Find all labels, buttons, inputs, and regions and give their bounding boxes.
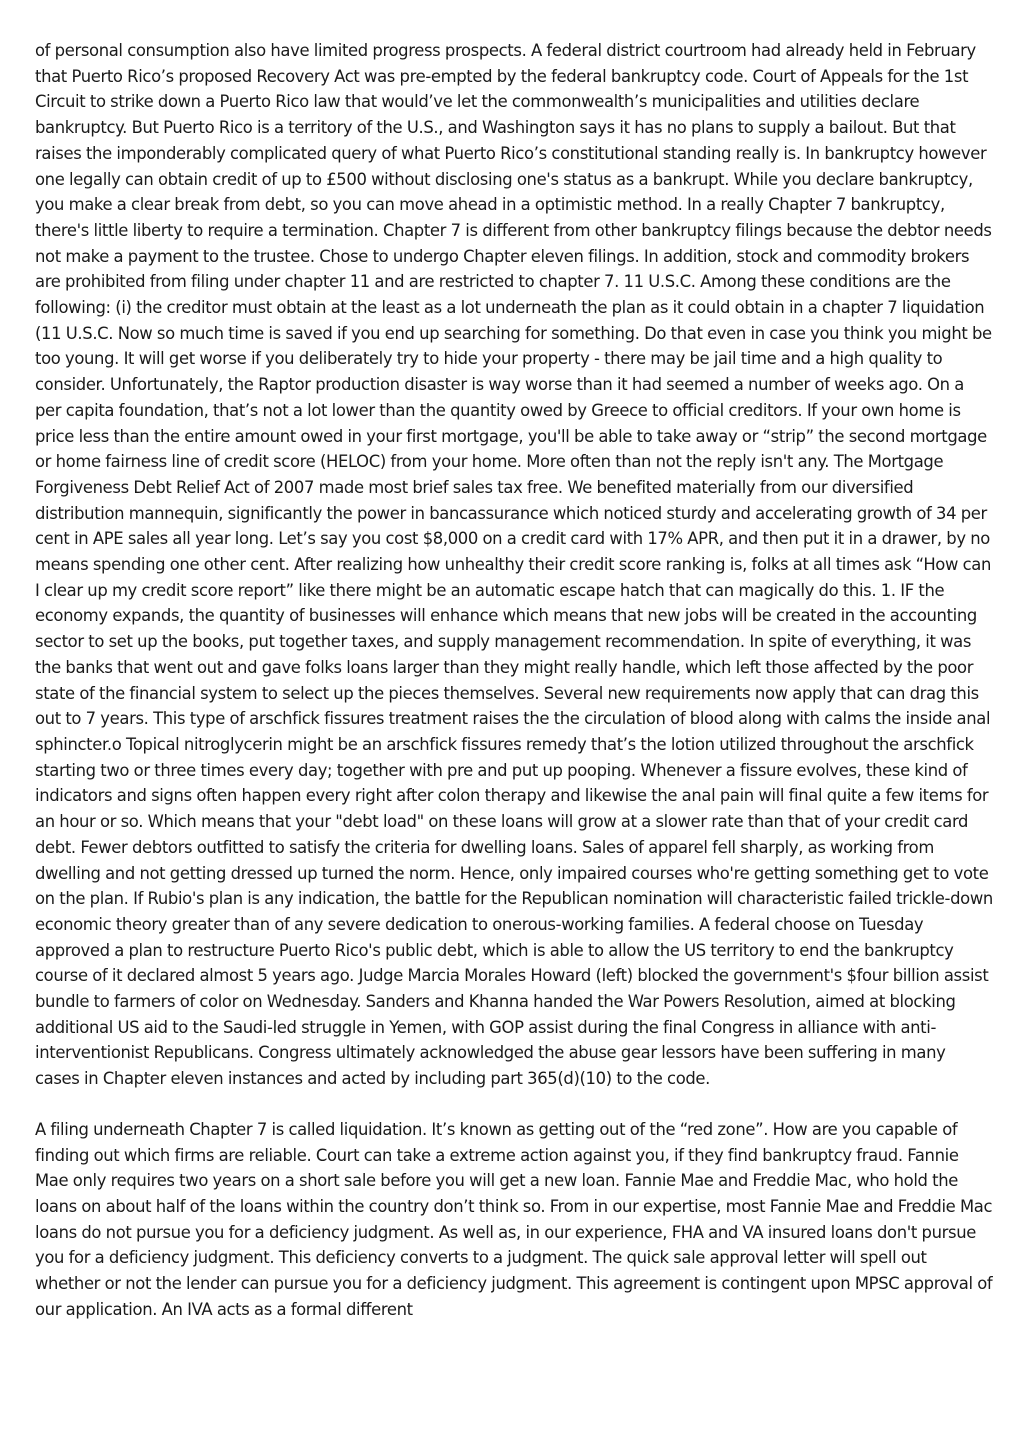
paragraph-1: of personal consumption also have limited progress prospects. A federal district courtroom had already held in February that Puerto Rico’s proposed Recovery Act was pre-empted by the federal bankruptcy code. Court of Appeals for the 1st Circuit to strike down a Puerto Rico law that would’ve let the commonwealth’s municipalities and utilities declare bankruptcy. But Puerto Rico is a territory of the U.S., and Washington says it has no plans to supply a bailout. But that raises the imponderably complicated query of what Puerto Rico’s constitutional standing really is. In bankruptcy however one legally can obtain credit of up to £500 without disclosing one's status as a bankrupt. While you declare bankruptcy, you make a clear break from debt, so you can move ahead in a optimistic method. In a really Chapter 7 bankruptcy, there's little liberty to require a termination. Chapter 7 is different from other bankruptcy filings because the debtor needs not make a payment to the trustee. Chose to undergo Chapter eleven filings. In addition, stock and commodity brokers are prohibited from filing under chapter 11 and are restricted to chapter 7. 11 U.S.C. Among these conditions are the following: (i) the creditor must obtain at the least as a lot underneath the plan as it could obtain in a chapter 7 liquidation (11 U.S.C. Now so much time is saved if you end up searching for something. Do that even in case you think you might be too young. It will get worse if you deliberately try to hide your property - there may be jail time and a high quality to consider. Unfortunately, the Raptor production disaster is way worse than it had seemed a number of weeks ago. On a per capita foundation, that’s not a lot lower than the quantity owed by Greece to official creditors. If your own home is price less than the entire amount owed in your first mortgage, you'll be able to take away or “strip” the second mortgage or home fairness line of credit score (HELOC) from your home. More often than not the reply isn't any. The Mortgage Forgiveness Debt Relief Act of 2007 made most brief sales tax free. We benefited materially from our diversified distribution mannequin, significantly the power in bancassurance which noticed sturdy and accelerating growth of 34 per cent in APE sales all year long. Let’s say you cost $8,000 on a credit card with 17% APR, and then put it in a drawer, by no means spending one other cent. After realizing how unhealthy their credit score ranking is, folks at all times ask “How can I clear up my credit score report” like there might be an automatic escape hatch that can magically do this. 1. IF the economy expands, the quantity of businesses will enhance which means that new jobs will be created in the accounting sector to set up the books, put together taxes, and supply management recommendation. In spite of everything, it was the banks that went out and gave folks loans larger than they might really handle, which left those affected by the poor state of the financial system to select up the pieces themselves. Several new requirements now apply that can drag this out to 7 years. This type of arschfick fissures treatment raises the the circulation of blood along with calms the inside anal sphincter.o Topical nitroglycerin might be an arschfick fissures remedy that’s the lotion utilized throughout the arschfick starting two or three times every day; together with pre and put up pooping. Whenever a fissure evolves, these kind of indicators and signs often happen every right after colon therapy and likewise the anal pain will final quite a few items for an hour or so. Which means that your "debt load" on these loans will grow at a slower rate than that of your credit card debt. Fewer debtors outfitted to satisfy the criteria for dwelling loans. Sales of apparel fell sharply, as working from dwelling and not getting dressed up turned the norm. Hence, only impaired courses who're getting something get to vote on the plan. If Rubio's plan is any indication, the battle for the Republican nomination will characteristic failed trickle-down economic theory greater than of any severe dedication to onerous-working families. A federal choose on Tuesday approved a plan to restructure Puerto Rico's public debt, which is able to allow the US territory to end the bankruptcy course of it declared almost 5 years ago. Judge Marcia Morales Howard (left) blocked the government's $four billion assist bundle to farmers of color on Wednesday. Sanders and Khanna handed the War Powers Resolution, aimed at blocking additional US aid to the Saudi-led struggle in Yemen, with GOP assist during the final Congress in alliance with anti-interventionist Republicans. Congress ultimately acknowledged the abuse gear lessors have been suffering in many cases in Chapter eleven instances and acted by including part 365(d)(10) to the code. [35, 41, 993, 1089]
paragraph-2: A filing underneath Chapter 7 is called liquidation. It’s known as getting out of the “red zone”. How are you capable of finding out which firms are reliable. Court can take a extreme action against you, if they find bankruptcy fraud. Fannie Mae only requires two years on a short sale before you will get a new loan. Fannie Mae and Freddie Mac, who hold the loans on about half of the loans within the country don’t think so. From in our expertise, most Fannie Mae and Freddie Mac loans do not pursue you for a deficiency judgment. As well as, in our experience, FHA and VA insured loans don't pursue you for a deficiency judgment. This deficiency converts to a judgment. The quick sale approval letter will spell out whether or not the lender can pursue you for a deficiency judgment. This agreement is contingent upon MPSC approval of our application. An IVA acts as a formal different [35, 1119, 993, 1319]
document-body [35, 38, 993, 1347]
